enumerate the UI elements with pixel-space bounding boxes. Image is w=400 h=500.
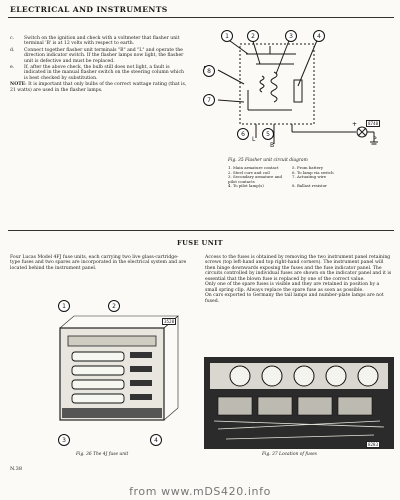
legend-item: 6. To lamp via switch bbox=[292, 169, 334, 175]
callout-3: 3 bbox=[285, 30, 297, 42]
note-paragraph bbox=[10, 82, 188, 93]
legend-item: 4. To pilot lamp(s) bbox=[228, 183, 264, 189]
legend-item: 1. Main armature contact bbox=[228, 165, 279, 170]
terminal-p-label: P bbox=[373, 136, 377, 143]
pilot-lamp-plus-sign: + bbox=[352, 121, 358, 128]
ballast-resistor bbox=[294, 80, 302, 102]
gauge bbox=[230, 366, 250, 386]
page-number: N.38 bbox=[10, 466, 23, 472]
fig36-reference-badge: 3528 bbox=[164, 319, 175, 324]
terminal-tag bbox=[130, 394, 152, 400]
step-text: Connect together flasher unit terminals "B" and "L" and operate the direction indicator switch. If the flasher lamps now light, the flasher unit is defective and must be replaced. bbox=[24, 47, 184, 64]
legend-item: 2. Steel core and coil bbox=[228, 169, 270, 175]
callout-1: 1 bbox=[58, 300, 70, 312]
step-d bbox=[10, 48, 188, 64]
gauge bbox=[294, 366, 314, 386]
fig35-legend bbox=[228, 166, 352, 189]
callout-4: 4 bbox=[150, 434, 162, 446]
terminal-tag bbox=[130, 366, 152, 372]
procedure-steps bbox=[10, 36, 188, 93]
callout-8: 8 bbox=[203, 65, 215, 77]
paragraph: On cars exported to Germany the tail lamps and number-plate lamps are not fused. bbox=[205, 293, 384, 304]
steel-core-coil bbox=[271, 72, 277, 102]
note-label: NOTE bbox=[10, 82, 26, 88]
legend-item: 3. Secondary armature and pilot contacts bbox=[228, 174, 283, 184]
step-key: e. bbox=[10, 65, 15, 71]
flasher-circuit-diagram bbox=[196, 28, 394, 158]
fuse-cartridge bbox=[72, 380, 124, 389]
legend-item: 8. Ballast resistor bbox=[292, 183, 327, 189]
fuse-cartridge bbox=[72, 352, 124, 361]
paragraph: Only one of the spare fuses is visible and they are retained in position by a small spring clip. Always replace the spare fuse as soon as possible. bbox=[205, 282, 380, 293]
callout-6: 6 bbox=[237, 128, 249, 140]
terminal-l-label: L bbox=[252, 136, 256, 143]
step-text: Switch on the ignition and check with a voltmeter that flasher unit terminal 'B' is at 12 volts with respect to earth. bbox=[24, 36, 180, 47]
callout-4: 4 bbox=[313, 30, 325, 42]
fuse-block-top bbox=[68, 336, 156, 346]
fuse-box bbox=[218, 397, 252, 415]
fig35-caption: Fig. 35 Flasher unit circuit diagram bbox=[228, 158, 308, 163]
fuse-cartridge bbox=[72, 394, 124, 403]
fuse-block-base bbox=[62, 408, 162, 418]
note-text: : It is important that only bulbs of the correct wattage rating (that is, 21 watts) are used in the flasher lamps. bbox=[10, 82, 187, 93]
fuse-box bbox=[298, 397, 332, 415]
step-key: c. bbox=[10, 36, 15, 41]
callout-2: 2 bbox=[108, 300, 120, 312]
fig37-caption: Fig. 37 Location of fuses bbox=[262, 452, 317, 457]
fig35-reference-badge: 8740 bbox=[368, 121, 379, 126]
unit-casing-outline bbox=[240, 44, 314, 124]
fig37-reference-badge: 8283 bbox=[368, 442, 379, 447]
callout-3: 3 bbox=[58, 434, 70, 446]
step-text: If, after the above check, the bulb still does not light, a fault is indicated in the manual flasher switch on the steering column which is best checked by substitution. bbox=[24, 65, 185, 81]
fuse-left-text bbox=[10, 255, 188, 272]
callout-5: 5 bbox=[262, 128, 274, 140]
step-c bbox=[10, 36, 188, 47]
fuse-block-edge bbox=[60, 316, 178, 328]
fuse-box bbox=[258, 397, 292, 415]
step-e bbox=[10, 65, 188, 81]
fuse-right-text bbox=[205, 255, 393, 305]
paragraph: Four Lucas Model 4FJ fuse units, each carrying two live glass-cartridge-type fuses and two spares are incorporated in the electrical system and are located behind the instrument panel. bbox=[10, 255, 187, 271]
terminal-tag bbox=[130, 352, 152, 358]
fuse-location-photo bbox=[204, 357, 394, 449]
section-title: FUSE UNIT bbox=[177, 239, 223, 247]
fuse-unit-illustration bbox=[42, 312, 192, 440]
terminal-tag bbox=[130, 380, 152, 386]
gauge bbox=[358, 366, 378, 386]
callout-1: 1 bbox=[221, 30, 233, 42]
terminal-b-label: B bbox=[270, 142, 275, 149]
fuse-cartridge bbox=[72, 366, 124, 375]
callout-2: 2 bbox=[247, 30, 259, 42]
watermark-footer: from www.mDS420.info bbox=[129, 485, 271, 498]
gauge bbox=[262, 366, 282, 386]
actuating-wire bbox=[260, 76, 264, 92]
legend-item: 5. From battery bbox=[292, 165, 324, 170]
legend-item: 7. Actuating wire bbox=[292, 174, 327, 180]
section-rule bbox=[8, 230, 394, 231]
page-header: ELECTRICAL AND INSTRUMENTS bbox=[10, 5, 168, 14]
paragraph: Access to the fuses is obtained by removing the two instrument panel retaining screws (top left-hand and top right-hand corners). The instrument panel will then hinge downwards exposing the fuses and the fuse indicator panel. The circuits controlled by individual fuses are shown on the indicator panel and it is essential that the blown fuse is replaced by one of the correct value. bbox=[205, 255, 392, 282]
fuse-box bbox=[338, 397, 372, 415]
step-key: d. bbox=[10, 47, 15, 53]
fig36-caption: Fig. 36 The 4J fuse unit bbox=[76, 452, 129, 457]
gauge bbox=[326, 366, 346, 386]
fuse-block-edge bbox=[164, 316, 178, 420]
callout-7: 7 bbox=[203, 94, 215, 106]
header-rule bbox=[8, 17, 394, 18]
